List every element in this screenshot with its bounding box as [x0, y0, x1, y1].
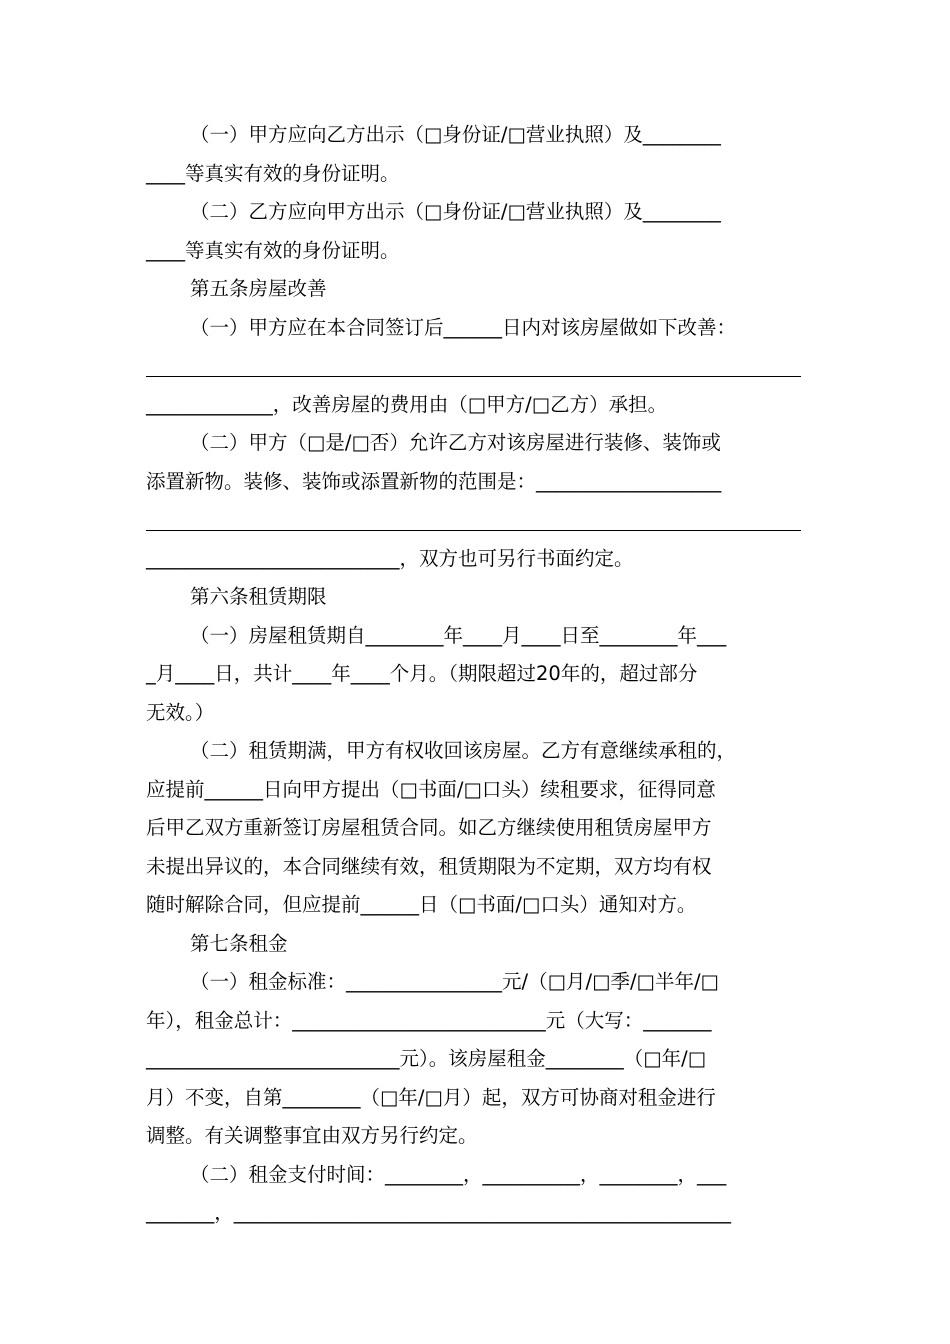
- document-page: [146, 116, 808, 1233]
- text-line: （一）甲方应在本合同签订后______日内对该房屋做如下改善：: [190, 315, 737, 339]
- text-line: （二）乙方应向甲方出示（□身份证/□营业执照）及________: [190, 200, 721, 223]
- text-line: 月）不变，自第________（□年/□月）起，双方可协商对租金进行: [146, 1085, 716, 1109]
- text-line: （二）租赁期满，甲方有权收回该房屋。乙方有意继续承租的，: [190, 739, 737, 762]
- blank-fill-line: [146, 347, 808, 386]
- text-line: 无效。）: [146, 700, 215, 724]
- text-line: （二）租金支付时间：________，__________，________，___: [190, 1162, 727, 1186]
- text-line: 调整。有关调整事宜由双方另行约定。: [146, 1124, 478, 1147]
- text-line: （二）甲方（□是/□否）允许乙方对该房屋进行装修、装饰或: [190, 431, 721, 454]
- text-line: ____等真实有效的身份证明。: [146, 238, 400, 262]
- text-line: 应提前______日向甲方提出（□书面/□口头）续租要求，征得同意: [146, 777, 716, 801]
- text-line: 第七条租金: [190, 931, 288, 955]
- text-line: 第六条租赁期限: [190, 585, 327, 608]
- text-line: _月____日，共计____年____个月。（期限超过20年的，超过部分: [146, 662, 698, 685]
- text-line: 随时解除合同，但应提前______日（□书面/□口头）通知对方。: [146, 893, 697, 916]
- text-line: （一）甲方应向乙方出示（□身份证/□营业执照）及________: [190, 123, 721, 146]
- text-line: __________________________元）。该房屋租金________（□年/□: [146, 1047, 707, 1070]
- text-line: ____等真实有效的身份证明。: [146, 161, 400, 185]
- text-line: 添置新物。装修、装饰或添置新物的范围是：___________________: [146, 469, 722, 493]
- text-line: _______，___________________________________________________: [146, 1201, 731, 1224]
- text-line: __________________________，双方也可另行书面约定。: [146, 546, 634, 570]
- text-line: 第五条房屋改善: [190, 277, 327, 300]
- text-line: 未提出异议的，本合同继续有效，租赁期限为不定期，双方均有权: [146, 854, 712, 878]
- blank-fill-line: [146, 501, 808, 540]
- text-line: （一）租金标准：________________元/（□月/□季/□半年/□: [190, 970, 719, 993]
- text-line: （一）房屋租赁期自________年____月____日至________年___: [190, 623, 727, 647]
- text-line: _____________，改善房屋的费用由（□甲方/□乙方）承担。: [146, 392, 668, 416]
- text-line: 年），租金总计：__________________________元（大写：_______: [146, 1008, 712, 1032]
- text-line: 后甲乙双方重新签订房屋租赁合同。如乙方继续使用租赁房屋甲方: [146, 816, 712, 839]
